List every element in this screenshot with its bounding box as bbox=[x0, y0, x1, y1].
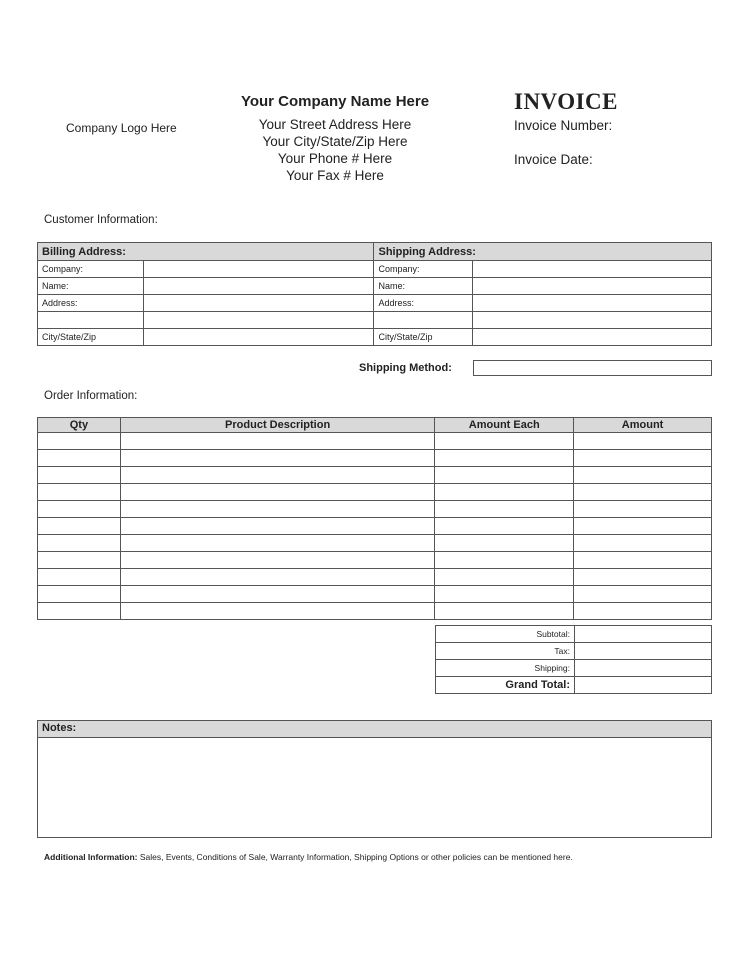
table-row bbox=[38, 501, 712, 518]
amount-cell[interactable] bbox=[574, 535, 712, 552]
table-row bbox=[38, 569, 712, 586]
table-row bbox=[38, 586, 712, 603]
description-cell[interactable] bbox=[120, 569, 435, 586]
description-cell[interactable] bbox=[120, 603, 435, 620]
qty-cell[interactable] bbox=[38, 535, 121, 552]
amount-cell[interactable] bbox=[574, 552, 712, 569]
table-row bbox=[38, 484, 712, 501]
shipping-company-field[interactable] bbox=[473, 261, 712, 278]
qty-column-header: Qty bbox=[38, 418, 121, 433]
additional-info-label: Additional Information: bbox=[44, 852, 138, 862]
company-city: Your City/State/Zip Here bbox=[262, 134, 408, 149]
shipping-city-field[interactable] bbox=[473, 329, 712, 346]
company-logo-placeholder: Company Logo Here bbox=[66, 121, 177, 135]
customer-info-label: Customer Information: bbox=[44, 214, 158, 226]
amount-each-cell[interactable] bbox=[435, 569, 574, 586]
shipping-company-label: Company: bbox=[374, 261, 473, 278]
amount-each-cell[interactable] bbox=[435, 586, 574, 603]
amount-each-column-header: Amount Each bbox=[435, 418, 574, 433]
grand-total-field[interactable] bbox=[575, 677, 712, 694]
billing-address-header: Billing Address: bbox=[38, 243, 374, 261]
billing-address2-label bbox=[38, 312, 144, 329]
amount-each-cell[interactable] bbox=[435, 501, 574, 518]
company-street: Your Street Address Here bbox=[258, 117, 412, 132]
qty-cell[interactable] bbox=[38, 433, 121, 450]
table-row bbox=[38, 467, 712, 484]
shipping-method-field[interactable] bbox=[473, 360, 712, 376]
subtotal-label: Subtotal: bbox=[436, 626, 575, 643]
order-info-label: Order Information: bbox=[44, 390, 138, 402]
billing-company-field[interactable] bbox=[143, 261, 374, 278]
description-cell[interactable] bbox=[120, 467, 435, 484]
order-rows bbox=[38, 433, 712, 620]
table-row bbox=[38, 518, 712, 535]
shipping-address-field[interactable] bbox=[473, 295, 712, 312]
amount-cell[interactable] bbox=[574, 569, 712, 586]
shipping-address2-field[interactable] bbox=[473, 312, 712, 329]
qty-cell[interactable] bbox=[38, 518, 121, 535]
qty-cell[interactable] bbox=[38, 501, 121, 518]
qty-cell[interactable] bbox=[38, 569, 121, 586]
invoice-number-label: Invoice Number: bbox=[514, 118, 613, 133]
invoice-date-label: Invoice Date: bbox=[514, 152, 593, 167]
billing-address-field[interactable] bbox=[143, 295, 374, 312]
shipping-address-header: Shipping Address: bbox=[374, 243, 712, 261]
address-table bbox=[37, 242, 712, 346]
amount-cell[interactable] bbox=[574, 433, 712, 450]
grand-total-label: Grand Total: bbox=[436, 677, 575, 694]
shipping-name-label: Name: bbox=[374, 278, 473, 295]
table-row bbox=[38, 535, 712, 552]
qty-cell[interactable] bbox=[38, 603, 121, 620]
amount-column-header: Amount bbox=[574, 418, 712, 433]
totals-table bbox=[435, 625, 712, 694]
company-fax: Your Fax # Here bbox=[286, 168, 384, 183]
notes-label: Notes: bbox=[38, 721, 711, 738]
shipping-city-label: City/State/Zip bbox=[374, 329, 473, 346]
amount-cell[interactable] bbox=[574, 586, 712, 603]
table-row bbox=[38, 552, 712, 569]
amount-cell[interactable] bbox=[574, 467, 712, 484]
order-table bbox=[37, 417, 712, 620]
amount-each-cell[interactable] bbox=[435, 552, 574, 569]
shipping-field[interactable] bbox=[575, 660, 712, 677]
qty-cell[interactable] bbox=[38, 467, 121, 484]
amount-cell[interactable] bbox=[574, 484, 712, 501]
additional-info-text: Sales, Events, Conditions of Sale, Warranty Information, Shipping Options or other policies can be mentioned here. bbox=[137, 852, 573, 862]
qty-cell[interactable] bbox=[38, 552, 121, 569]
billing-city-label: City/State/Zip bbox=[38, 329, 144, 346]
billing-city-field[interactable] bbox=[143, 329, 374, 346]
amount-cell[interactable] bbox=[574, 518, 712, 535]
qty-cell[interactable] bbox=[38, 484, 121, 501]
amount-cell[interactable] bbox=[574, 603, 712, 620]
description-cell[interactable] bbox=[120, 484, 435, 501]
description-cell[interactable] bbox=[120, 450, 435, 467]
billing-address2-field[interactable] bbox=[143, 312, 374, 329]
subtotal-field[interactable] bbox=[575, 626, 712, 643]
amount-each-cell[interactable] bbox=[435, 450, 574, 467]
invoice-title: INVOICE bbox=[514, 89, 619, 114]
amount-each-cell[interactable] bbox=[435, 484, 574, 501]
qty-cell[interactable] bbox=[38, 450, 121, 467]
description-cell[interactable] bbox=[120, 586, 435, 603]
amount-cell[interactable] bbox=[574, 450, 712, 467]
amount-each-cell[interactable] bbox=[435, 518, 574, 535]
company-phone: Your Phone # Here bbox=[277, 151, 393, 166]
table-row bbox=[38, 603, 712, 620]
shipping-address2-label bbox=[374, 312, 473, 329]
billing-address-label: Address: bbox=[38, 295, 144, 312]
amount-cell[interactable] bbox=[574, 501, 712, 518]
notes-field[interactable] bbox=[38, 738, 711, 838]
shipping-method-label: Shipping Method: bbox=[359, 362, 452, 374]
description-cell[interactable] bbox=[120, 552, 435, 569]
description-cell[interactable] bbox=[120, 501, 435, 518]
company-info bbox=[200, 93, 470, 184]
notes-box bbox=[37, 720, 712, 838]
tax-field[interactable] bbox=[575, 643, 712, 660]
billing-company-label: Company: bbox=[38, 261, 144, 278]
table-row bbox=[38, 450, 712, 467]
amount-each-cell[interactable] bbox=[435, 535, 574, 552]
qty-cell[interactable] bbox=[38, 586, 121, 603]
shipping-name-field[interactable] bbox=[473, 278, 712, 295]
table-row bbox=[38, 433, 712, 450]
description-cell[interactable] bbox=[120, 433, 435, 450]
amount-each-cell[interactable] bbox=[435, 603, 574, 620]
shipping-address-label: Address: bbox=[374, 295, 473, 312]
description-column-header: Product Description bbox=[120, 418, 435, 433]
tax-label: Tax: bbox=[436, 643, 575, 660]
billing-name-label: Name: bbox=[38, 278, 144, 295]
company-name: Your Company Name Here bbox=[240, 93, 430, 110]
additional-info bbox=[44, 852, 573, 862]
description-cell[interactable] bbox=[120, 518, 435, 535]
amount-each-cell[interactable] bbox=[435, 467, 574, 484]
billing-name-field[interactable] bbox=[143, 278, 374, 295]
description-cell[interactable] bbox=[120, 535, 435, 552]
shipping-label: Shipping: bbox=[436, 660, 575, 677]
amount-each-cell[interactable] bbox=[435, 433, 574, 450]
